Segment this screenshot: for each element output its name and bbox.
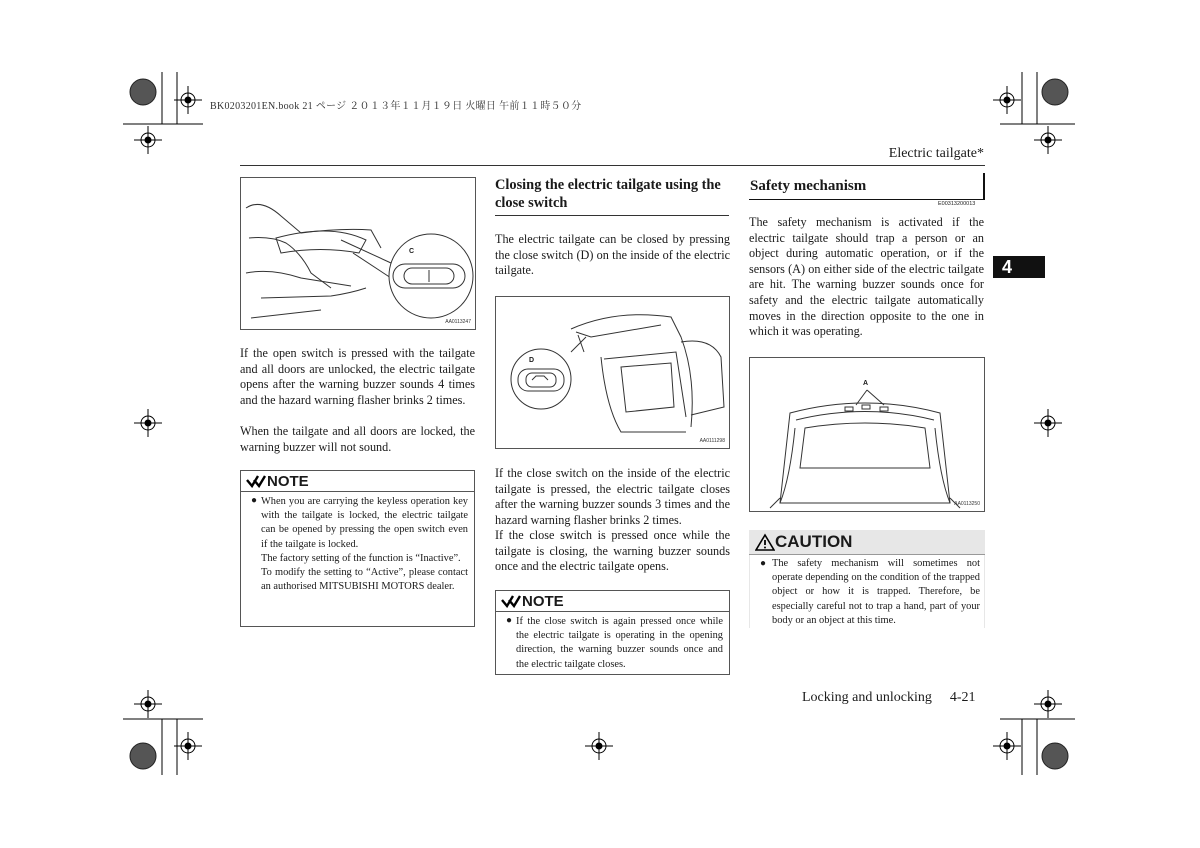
close-switch-while-closing: If the close switch is pressed once while the tailgate is closing, the warning buzzer sounds once and the electric tailgate opens. <box>495 528 730 574</box>
close-switch-paragraph: If the close switch on the inside of the electric tailgate is pressed, the electric tailgate closes after the warning buzzer sounds 3 times and the hazard warning flasher brinks 2 times. <box>495 466 730 527</box>
figure-label-d: D <box>529 357 535 364</box>
figure-code: AA0111298 <box>699 438 725 444</box>
figure-label-c: C <box>409 248 415 255</box>
closing-heading-rule <box>495 215 729 216</box>
figure-code: AA0113250 <box>954 501 980 507</box>
note-title: NOTE <box>522 592 564 610</box>
note-body <box>496 612 729 676</box>
figure-label-a: A <box>863 380 869 387</box>
section-title: Electric tailgate* <box>888 146 984 161</box>
note-title: NOTE <box>267 472 309 490</box>
warning-triangle-icon <box>755 533 775 551</box>
chapter-tab: 4 <box>993 256 1045 278</box>
safety-figure <box>749 357 985 512</box>
header-rule <box>240 165 985 166</box>
caution-box <box>749 530 985 628</box>
note-line-1: When you are carrying the keyless operation key with the tailgate is locked, the electric tailgate can be opened by pressing the open switch even if the tailgate is locked. <box>261 496 468 550</box>
page-footer <box>802 690 976 706</box>
note-line-2: The factory setting of the function is “Inactive”. <box>261 552 461 564</box>
note-box-2 <box>495 590 730 675</box>
close-switch-intro: The electric tailgate can be closed by pressing the close switch (D) on the inside of the electric tailgate. <box>495 232 730 278</box>
note-body <box>241 492 474 598</box>
locked-paragraph: When the tailgate and all doors are locked, the warning buzzer will not sound. <box>240 424 475 454</box>
bullet-icon: ● <box>760 558 767 569</box>
note-header <box>496 591 729 612</box>
note-text: If the close switch is again pressed once while the electric tailgate is operating in the opening direction, the warning buzzer sounds once and the electric tailgate closes. <box>516 616 723 670</box>
open-switch-paragraph: If the open switch is pressed with the tailgate and all doors are unlocked, the electric tailgate opens after the warning buzzer sounds 4 times and the hazard warning flasher brinks 2 times. <box>240 346 475 407</box>
open-switch-figure <box>240 177 476 330</box>
figure-code: AA0113247 <box>445 319 471 325</box>
note-check-icon <box>245 474 267 488</box>
bullet-icon: ● <box>251 495 258 506</box>
print-info: BK0203201EN.book 21 ページ ２０１３年１１月１９日 火曜日 午前１１時５０分 <box>210 101 582 112</box>
bullet-icon: ● <box>506 615 513 626</box>
safety-heading-box <box>749 173 985 200</box>
note-check-icon <box>500 594 522 608</box>
caution-text: The safety mechanism will sometimes not operate depending on the condition of the trapped object or how it is trapped. Therefore, be especially careful not to trap a hand, part of your body or an object at this time. <box>772 558 980 626</box>
note-line-3: To modify the setting to “Active”, please contact an authorised MITSUBISHI MOTORS dealer. <box>261 567 468 593</box>
safety-heading: Safety mechanism <box>750 178 867 194</box>
close-switch-figure <box>495 296 730 449</box>
tailgate-open-switch-illustration <box>241 178 475 329</box>
tailgate-close-switch-illustration <box>496 297 729 448</box>
note-header <box>241 471 474 492</box>
caution-body <box>750 555 984 632</box>
caution-title: CAUTION <box>775 532 853 551</box>
page-number: 4-21 <box>949 690 976 705</box>
footer-section: Locking and unlocking <box>802 690 932 705</box>
safety-code: E00313200013 <box>938 201 976 207</box>
note-box-1 <box>240 470 475 627</box>
caution-header <box>749 530 985 555</box>
safety-paragraph: The safety mechanism is activated if the electric tailgate should trap a person or an object during automatic operation, or if the sensors (A) on either side of the electric tailgate are hit. The warning buzzer sounds once for safety and the electric tailgate automatically moves in the direction opposite to the one in which it was operating. <box>749 215 984 339</box>
closing-heading: Closing the electric tailgate using the close switch <box>495 177 721 211</box>
